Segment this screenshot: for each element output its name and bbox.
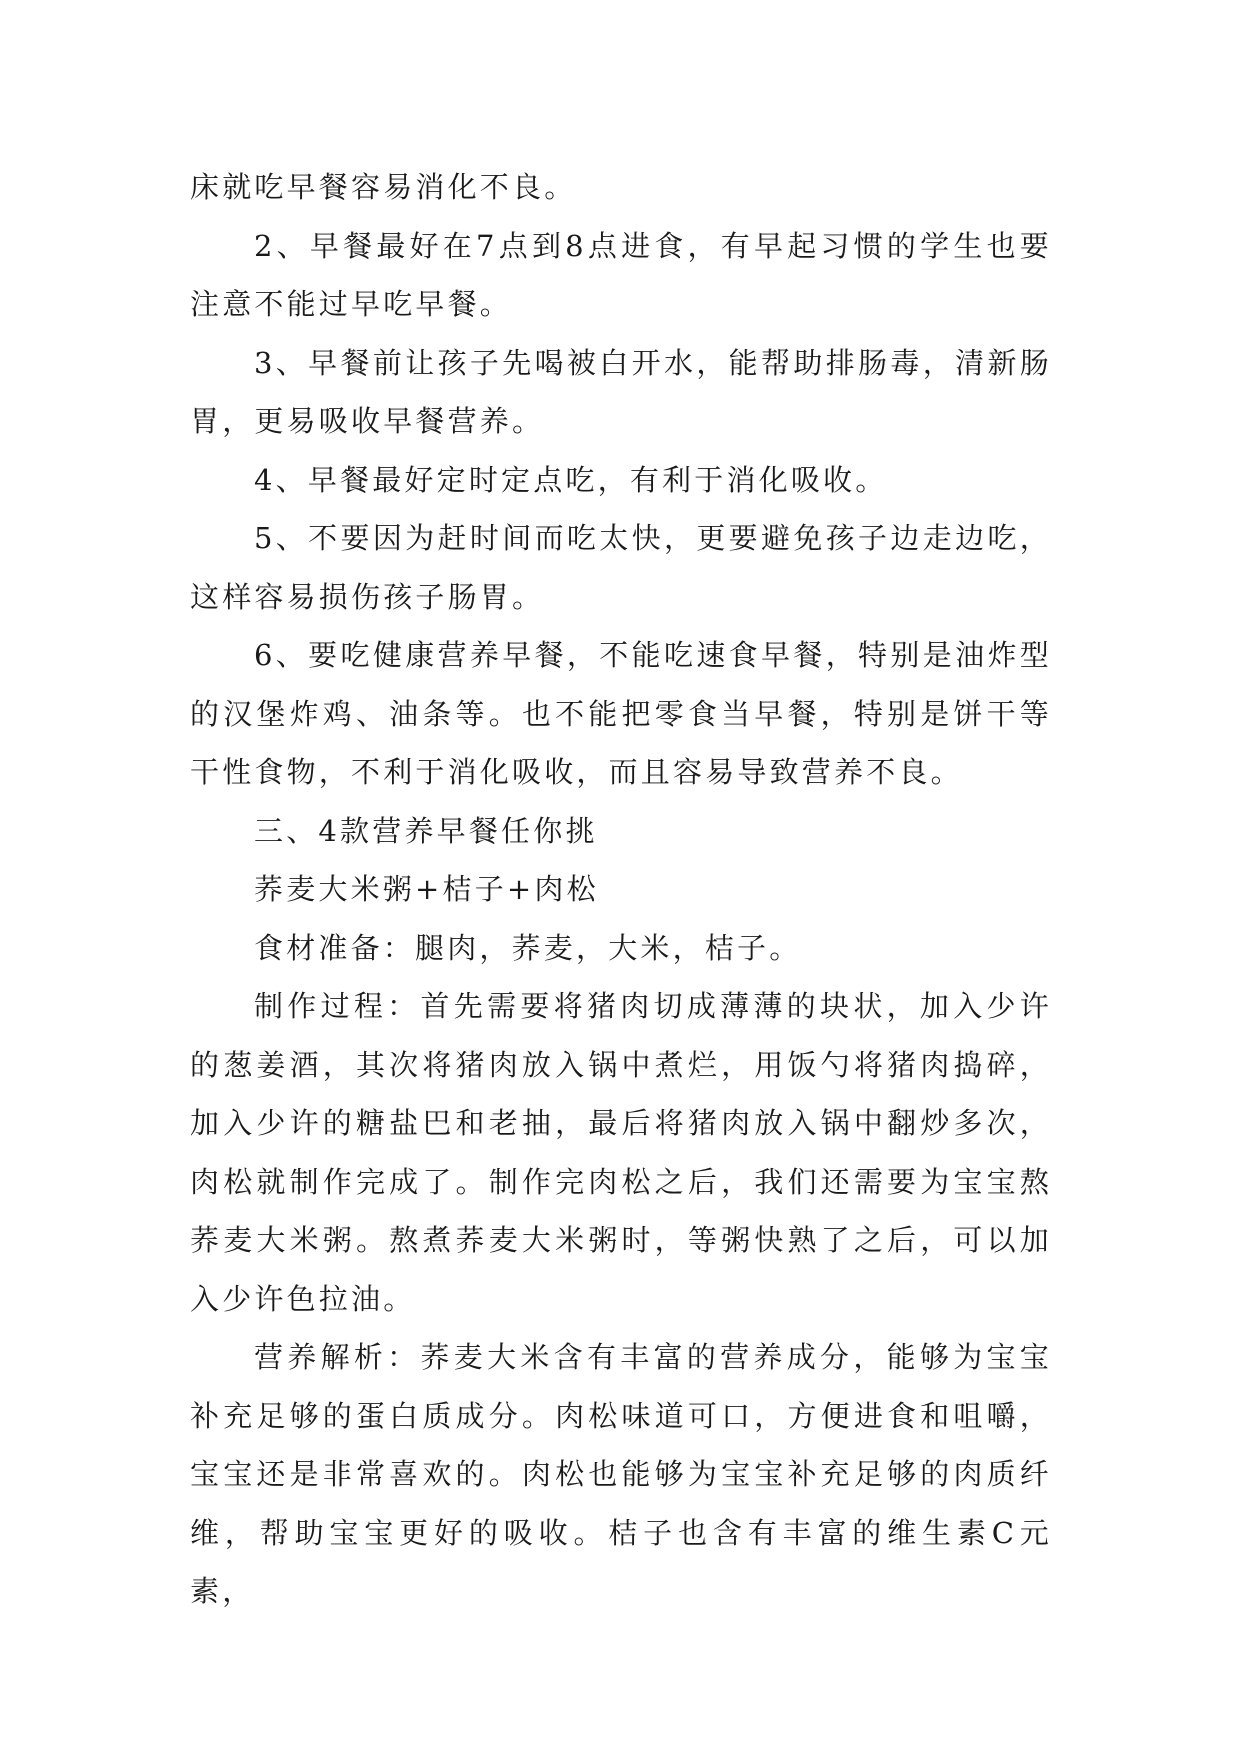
paragraph-tip-5: 5、不要因为赶时间而吃太快，更要避免孩子边走边吃，这样容易损伤孩子肠胃。 <box>190 521 1052 614</box>
recipe-title: 荞麦大米粥+桔子+肉松 <box>254 872 599 906</box>
paragraph-continuation: 床就吃早餐容易消化不良。 <box>190 170 577 204</box>
recipe-ingredients: 食材准备：腿肉，荞麦，大米，桔子。 <box>254 930 802 965</box>
paragraph-tip-3: 3、早餐前让孩子先喝被白开水，能帮助排肠毒，清新肠胃，更易吸收早餐营养。 <box>190 345 1052 438</box>
paragraph-tip-2: 2、早餐最好在7点到8点进食，有早起习惯的学生也要注意不能过早吃早餐。 <box>190 228 1052 321</box>
recipe-process: 制作过程：首先需要将猪肉切成薄薄的块状，加入少许的葱姜酒，其次将猪肉放入锅中煮烂，用饭勺将猪肉捣碎，加入少许的糖盐巴和老抽，最后将猪肉放入锅中翻炒多次，肉松就制作完成了。制作完肉松之后，我们还需要为宝宝熬荞麦大米粥。熬煮荞麦大米粥时，等粥快熟了之后，可以加入少许色拉油。 <box>190 989 1052 1316</box>
document-page <box>190 158 1052 1621</box>
paragraph-tip-4: 4、早餐最好定时定点吃，有利于消化吸收。 <box>254 462 888 497</box>
paragraph-tip-6: 6、要吃健康营养早餐，不能吃速食早餐，特别是油炸型的汉堡炸鸡、油条等。也不能把零食当早餐，特别是饼干等干性食物，不利于消化吸收，而且容易导致营养不良。 <box>190 638 1052 789</box>
section-heading: 三、4款营养早餐任你挑 <box>254 813 598 848</box>
recipe-nutrition: 营养解析：荞麦大米含有丰富的营养成分，能够为宝宝补充足够的蛋白质成分。肉松味道可口，方便进食和咀嚼，宝宝还是非常喜欢的。肉松也能够为宝宝补充足够的肉质纤维，帮助宝宝更好的吸收。桔子也含有丰富的维生素C元素， <box>190 1340 1052 1608</box>
